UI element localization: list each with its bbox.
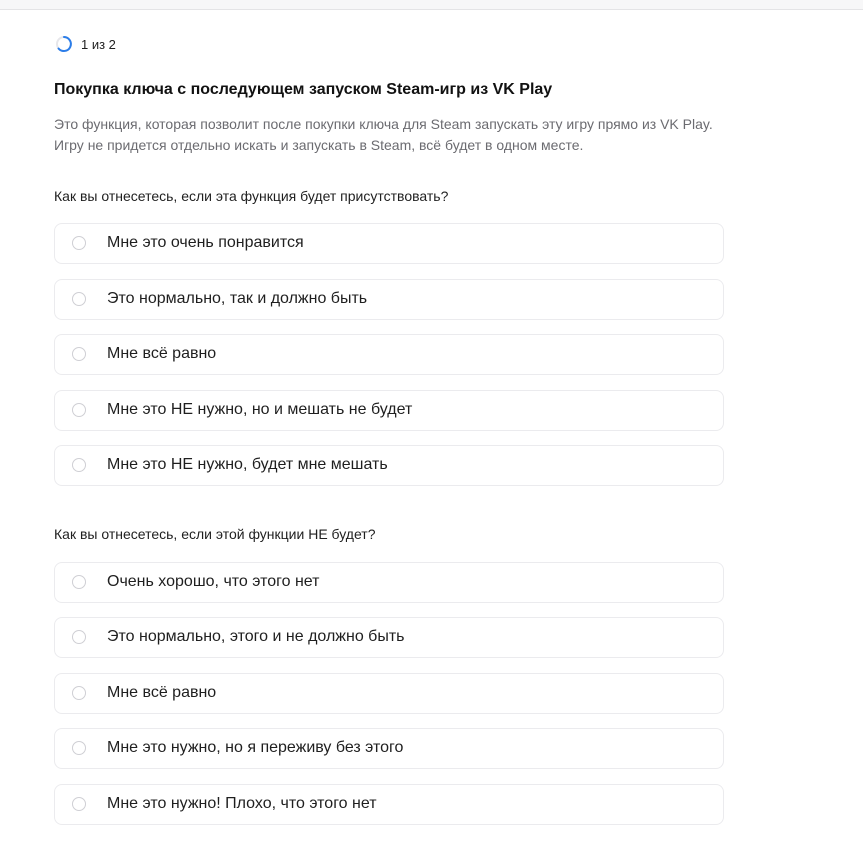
option-label: Мне это нужно, но я переживу без этого [107,739,404,756]
option-label: Мне это нужно! Плохо, что этого нет [107,795,377,812]
answer-option-q1-5[interactable] [54,445,724,486]
option-label: Очень хорошо, что этого нет [107,573,320,590]
radio-button[interactable] [72,236,86,250]
option-label: Мне это НЕ нужно, но и мешать не будет [107,401,413,418]
question-1: Как вы отнесетесь, если эта функция будет присутствовать? [54,188,449,204]
radio-button[interactable] [72,797,86,811]
page-title: Покупка ключа с последующем запуском Steam-игр из VK Play [54,81,553,98]
answer-option-q1-4[interactable] [54,390,724,431]
answer-option-q1-3[interactable] [54,334,724,375]
radio-button[interactable] [72,403,86,417]
radio-button[interactable] [72,630,86,644]
answer-option-q2-3[interactable] [54,673,724,714]
progress-indicator [55,35,116,53]
loading-spinner-icon [55,35,73,53]
option-label: Это нормально, так и должно быть [107,290,368,307]
option-label: Мне всё равно [107,684,217,701]
answer-option-q2-2[interactable] [54,617,724,658]
progress-text: 1 из 2 [81,36,116,52]
option-label: Мне это НЕ нужно, будет мне мешать [107,456,388,473]
option-label: Мне это очень понравится [107,234,304,251]
answer-option-q1-2[interactable] [54,279,724,320]
answer-option-q1-1[interactable] [54,223,724,264]
option-label: Это нормально, этого и не должно быть [107,628,405,645]
radio-button[interactable] [72,292,86,306]
option-label: Мне всё равно [107,345,217,362]
radio-button[interactable] [72,458,86,472]
answer-option-q2-1[interactable] [54,562,724,603]
radio-button[interactable] [72,741,86,755]
answer-option-q2-5[interactable] [54,784,724,825]
radio-button[interactable] [72,575,86,589]
radio-button[interactable] [72,347,86,361]
browser-top-strip [0,0,863,10]
answer-option-q2-4[interactable] [54,728,724,769]
radio-button[interactable] [72,686,86,700]
feature-description: Это функция, которая позволит после покупки ключа для Steam запускать эту игру прямо из VK Play. Игру не придется отдельно искать и запускать в Steam, всё будет в одном месте. [54,116,713,153]
question-2: Как вы отнесетесь, если этой функции НЕ будет? [54,526,376,542]
